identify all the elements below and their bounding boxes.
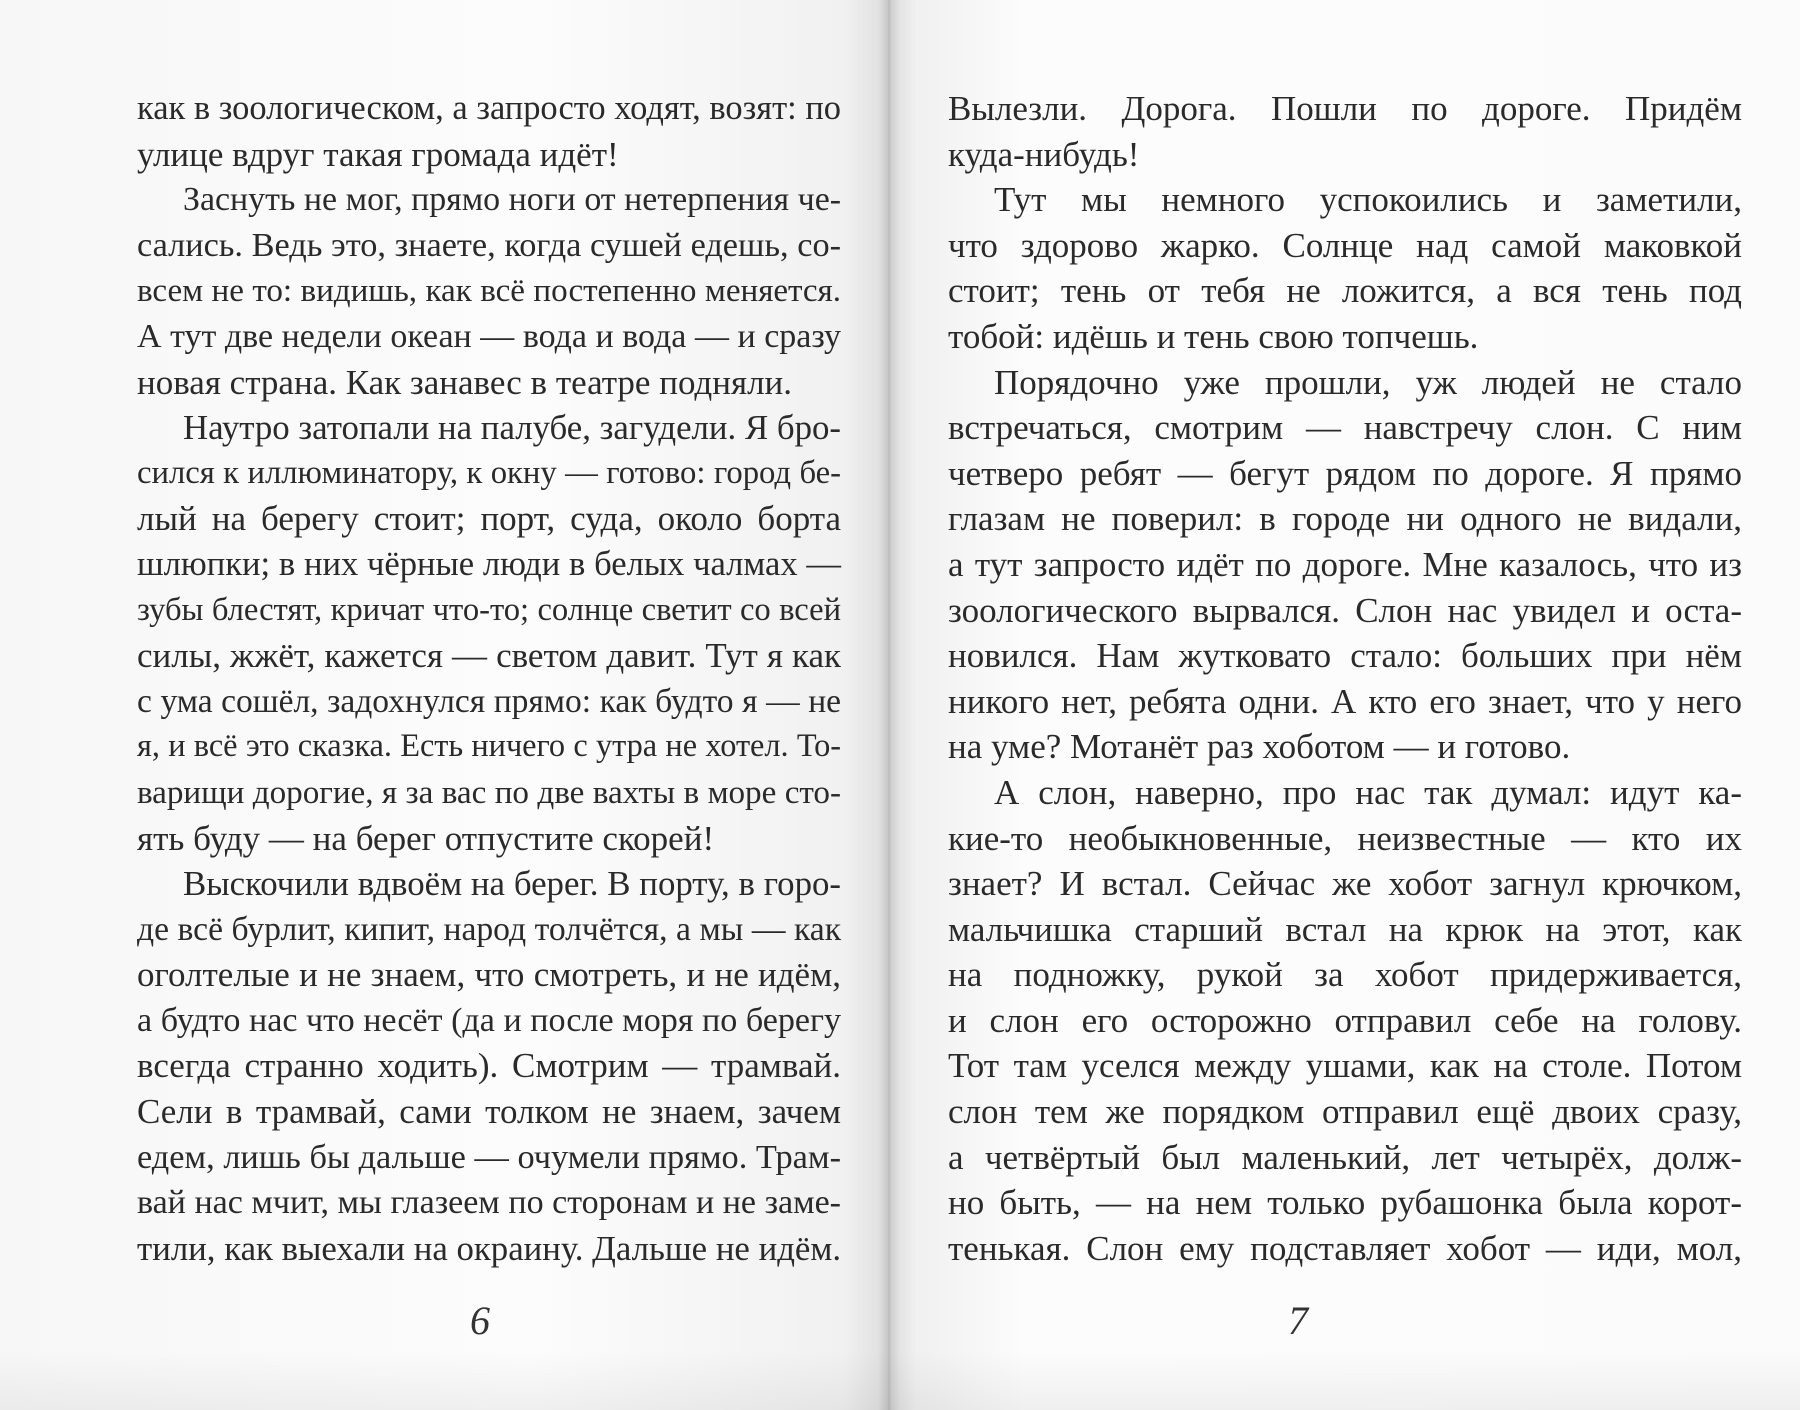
text-line: стоит; тень от тебя не ложится, а вся тень под [948,271,1742,311]
text-line: глазам не поверил: в городе ни одного не видали, [948,499,1742,539]
text-line: но быть, — на нем только рубашонка была корот- [948,1183,1742,1223]
text-line: силы, жжёт, кажется — светом давит. Тут я как [137,636,841,676]
text-line: А слон, наверно, про нас так думал: идут ка- [994,772,1742,812]
text-line: на уме? Мотанёт раз хоботом — и готово. [948,727,1571,767]
text-line: на подножку, рукой за хобот придерживается, [948,955,1742,995]
text-line: мальчишка старший встал на крюк на этот, как [948,909,1742,949]
text-line: кие-то необыкновенные, неизвестные — кто их [948,818,1742,858]
text-line: варищи дорогие, я за вас по две вахты в море сто- [137,773,841,811]
text-line: Заснуть не мог, прямо ноги от нетерпения че- [183,181,841,219]
text-line: ять буду — на берег отпустите скорей! [137,818,715,858]
text-line: что здорово жарко. Солнце над самой маковкой [948,225,1742,265]
text-line: новая страна. Как занавес в театре подняли. [137,362,793,402]
text-line: оголтелые и не знаем, что смотреть, и не идём, [137,955,841,995]
text-line: А тут две недели океан — вода и вода — и сразу [137,317,841,355]
text-line: зоологического вырвался. Слон нас увидел и оста- [948,590,1742,630]
text-line: тенькая. Слон ему подставляет хобот — иди, мол, [948,1228,1742,1268]
text-line: четверо ребят — бегут рядом по дороге. Я прямо [948,453,1742,493]
left-page [0,0,888,1410]
text-line: Сели в трамвай, сами толком не знаем, зачем [137,1092,841,1132]
text-line: а четвёртый был маленький, лет четырёх, долж- [948,1137,1742,1177]
text-line: Наутро затопали на палубе, загудели. Я бро- [183,408,842,448]
right-page-number: 7 [1288,1298,1308,1343]
right-page-text [948,86,1742,1271]
text-line: с ума сошёл, задохнулся прямо: как будто я — не [137,682,841,720]
text-line: тили, как выехали на окраину. Дальше не идём. [137,1228,842,1268]
left-page-text [137,86,841,1271]
text-line: де всё бурлит, кипит, народ толчётся, а мы — как [137,910,841,948]
book-gutter-shadow [878,0,900,1410]
text-line: знает? И встал. Сейчас же хобот загнул крючком, [948,864,1742,904]
text-line: едем, лишь бы дальше — очумели прямо. Трам- [137,1137,841,1176]
text-line: сился к иллюминатору, к окну — готово: город бе- [137,454,841,491]
text-line: Выскочили вдвоём на берег. В порту, в горо- [183,864,841,904]
text-line: новился. Нам жутковато стало: больших при нём [948,636,1742,676]
text-line: тобой: идёшь и тень свою топчешь. [948,316,1479,356]
bottom-edge-shadow [0,1350,1800,1410]
text-line: лый на берегу стоит; порт, суда, около борта [137,499,841,539]
right-page [888,0,1800,1410]
text-line: куда-нибудь! [948,134,1140,174]
text-line: я, и всё это сказка. Есть ничего с утра не хотел. То- [137,728,841,765]
text-line: Тут мы немного успокоились и заметили, [994,180,1742,220]
text-line: встречаться, смотрим — навстречу слон. С ним [948,408,1742,448]
left-page-number: 6 [470,1298,490,1343]
text-line: как в зоологическом, а запросто ходят, возят: по [137,89,841,127]
text-line: Порядочно уже прошли, уж людей не стало [994,362,1742,402]
text-line: всем не то: видишь, как всё постепенно меняется. [137,272,841,310]
text-line: а тут запросто идёт по дороге. Мне казалось, что из [948,544,1742,584]
text-line: слон тем же порядком отправил ещё двоих сразу, [948,1092,1742,1132]
text-line: а будто нас что несёт (да и после моря по берегу [137,1001,841,1039]
text-line: и слон его осторожно отправил себе на голову. [948,1000,1742,1040]
text-line: сались. Ведь это, знаете, когда сушей едешь, со- [137,225,841,264]
text-line: Вылезли. Дорога. Пошли по дороге. Придём [948,89,1742,128]
text-line: Тот там уселся между ушами, как на столе. Потом [948,1046,1742,1086]
text-line: вай нас мчит, мы глазеем по сторонам и не заме- [137,1184,841,1222]
text-line: никого нет, ребята одни. А кто его знает, что у него [948,681,1742,721]
text-line: шлюпки; в них чёрные люди в белых чалмах — [137,544,841,583]
text-line: всегда странно ходить). Смотрим — трамвай. [137,1046,841,1086]
text-line: зубы блестят, кричат что-то; солнце светит со всей [137,591,841,628]
text-line: улице вдруг такая громада идёт! [137,134,619,174]
